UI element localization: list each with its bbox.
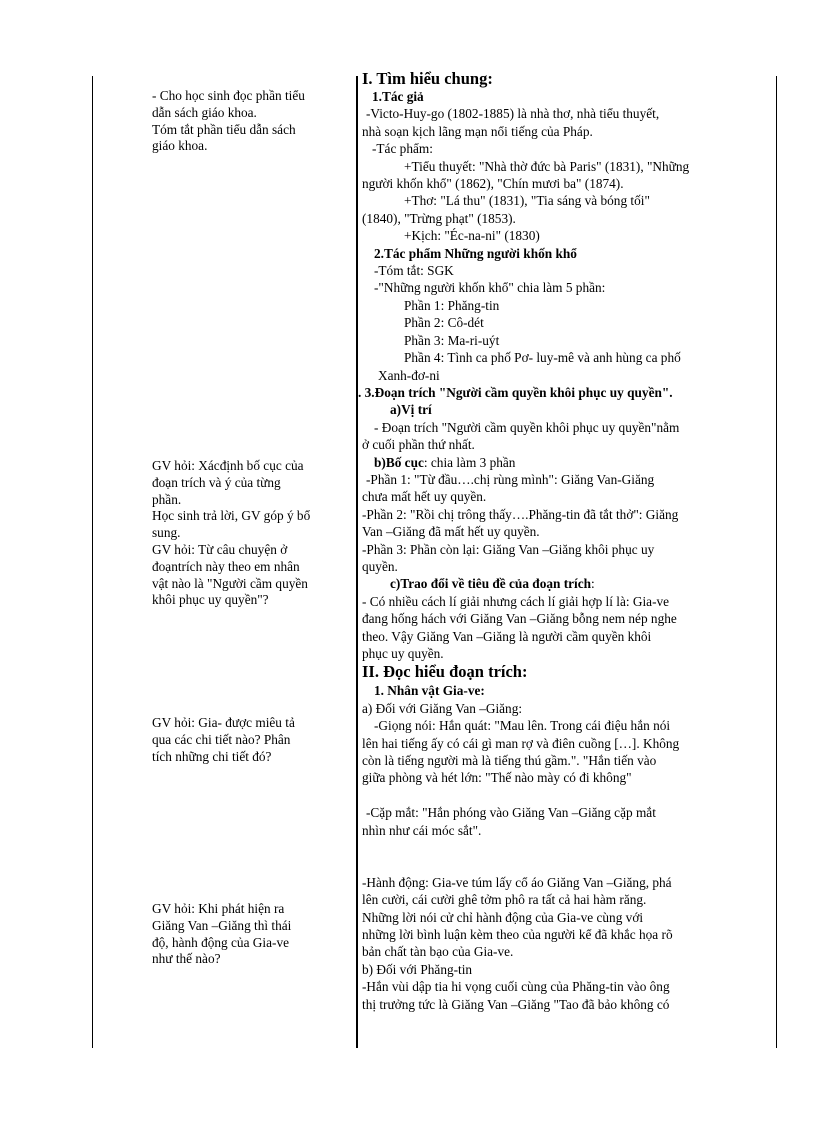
text-line: như thế nào? <box>152 951 221 967</box>
text-line: nhìn như cái móc sắt". <box>362 822 482 838</box>
text-line: - Cho học sinh đọc phần tiểu <box>152 88 305 103</box>
text-line: chưa mất hết uy quyền. <box>362 489 487 505</box>
text-line: - Có nhiều cách lí giải nhưng cách lí giải hợp lí là: Gia-ve <box>362 593 670 609</box>
activity-block-structure <box>152 458 352 609</box>
text-line: độ, hành động của Gia-ve <box>152 934 289 950</box>
activity-block-reaction <box>152 901 352 968</box>
lesson-content-column <box>358 69 760 1013</box>
text-line: -Hành động: Gia-ve túm lấy cổ áo Giăng Van –Giăng, phá <box>362 874 672 890</box>
text-line: nhà soạn kịch lãng mạn nổi tiếng của Pháp. <box>362 123 593 139</box>
text-line: phần. <box>152 491 182 507</box>
text-line: vật nào là "Người cầm quyền <box>152 575 308 591</box>
text-line: người khốn khổ" (1862), "Chín mươi ba" (1874). <box>362 176 624 192</box>
text-line: giữa phòng và hét lớn: "Thế nào mày có đi không" <box>362 770 632 786</box>
activity-block-javert <box>152 715 352 765</box>
subheading-position: a)Vị trí <box>390 402 432 418</box>
subheading-structure: b)Bố cục <box>374 454 424 470</box>
text-line: (1840), "Trừng phạt" (1853). <box>362 210 516 226</box>
spacer <box>362 839 760 874</box>
text-line: đoạntrích này theo em nhân <box>152 558 300 574</box>
text-line: -Giọng nói: Hắn quát: "Mau lên. Trong cái điệu hắn nói <box>374 718 671 734</box>
text-line: Xanh-đơ-ni <box>378 367 440 383</box>
text-line: -Tóm tắt: SGK <box>374 263 454 279</box>
text-line: -Hắn vùi dập tia hi vọng cuối cùng của Phăng-tin vào ông <box>362 979 670 995</box>
spacer <box>362 787 760 804</box>
text-line: lên hai tiếng ấy có cái gì man rợ và điên cuồng […]. Không <box>362 735 680 751</box>
text-line: đoạn trích và ý của từng <box>152 474 281 490</box>
text-line: GV hỏi: Từ câu chuyện ở <box>152 541 288 557</box>
structure-line <box>362 454 760 471</box>
text-line: Phần 2: Cô-dét <box>404 315 484 331</box>
table-border-left <box>92 76 93 1048</box>
text-line: Phần 3: Ma-ri-uýt <box>404 332 500 348</box>
subheading-javert: 1. Nhân vật Gia-ve: <box>374 683 485 699</box>
text-line: -Tác phẩm: <box>372 141 433 157</box>
text-line: tích những chi tiết đó? <box>152 748 272 764</box>
section-heading-2: II. Đọc hiểu đoạn trích: <box>362 662 528 682</box>
text-line: GV hỏi: Gia- được miêu tả <box>152 715 295 730</box>
table-border-middle <box>356 76 358 1048</box>
text-line: những lời bình luận kèm theo của người kể đã khắc họa rõ <box>362 927 673 943</box>
text-line: Tóm tắt phần tiểu dẫn sách <box>152 121 296 137</box>
text-line: Van –Giăng đã mất hết uy quyền. <box>362 524 540 540</box>
activity-block-intro <box>152 88 352 155</box>
text-line: bản chất tàn bạo của Gia-ve. <box>362 944 514 960</box>
text-line: +Thơ: "Lá thu" (1831), "Tia sáng và bóng tối" <box>404 193 650 209</box>
subheading-title-discussion: c)Trao đổi về tiêu đề của đoạn trích <box>390 576 592 592</box>
text-line: a) Đối với Giăng Van –Giăng: <box>362 700 523 716</box>
text-line: còn là tiếng người mà là tiếng thú gầm.". "Hắn tiến vào <box>362 753 657 769</box>
section-heading-1: I. Tìm hiểu chung: <box>362 69 493 88</box>
text-line: đang hống hách với Giăng Van –Giăng bỗng nem nép nghe <box>362 611 677 627</box>
text-line: -Cặp mắt: "Hắn phóng vào Giăng Van –Giăng cặp mắt <box>366 805 656 821</box>
text-line: quyền. <box>362 558 398 574</box>
text-line: khôi phục uy quyền"? <box>152 592 269 608</box>
text-line: -"Những người khốn khổ" chia làm 5 phần: <box>374 280 606 296</box>
text-line: Giăng Van –Giăng thì thái <box>152 917 292 933</box>
table-border-right <box>776 76 777 1048</box>
text-line: phục uy quyền. <box>362 646 444 661</box>
text-line: +Tiểu thuyết: "Nhà thờ đức bà Paris" (1831), "Những <box>404 158 690 174</box>
text-line: Phần 1: Phăng-tin <box>404 297 500 313</box>
subheading-excerpt: . 3.Đoạn trích "Người cầm quyền khôi phục uy quyền". <box>358 384 673 400</box>
text-line: -Phần 2: "Rồi chị trông thấy….Phăng-tin đã tắt thở": Giăng <box>362 506 679 522</box>
subheading-author: 1.Tác giả <box>372 89 424 104</box>
text-line: qua các chi tiết nào? Phân <box>152 731 291 747</box>
text-span: : chia làm 3 phần <box>423 454 516 470</box>
text-line: dẫn sách giáo khoa. <box>152 104 257 120</box>
text-line: -Phần 3: Phần còn lại: Giăng Van –Giăng khôi phục uy <box>362 541 655 557</box>
text-line: thị trưởng tức là Giăng Van –Giăng "Tao đã bảo không có <box>362 996 670 1012</box>
text-line: Học sinh trả lời, GV góp ý bổ <box>152 508 311 524</box>
text-line: GV hỏi: Xácđịnh bố cục của <box>152 458 304 473</box>
text-line: Phần 4: Tình ca phố Pơ- luy-mê và anh hùng ca phố <box>404 350 681 366</box>
text-line: lên cười, cái cười ghê tởm phô ra tất cả hai hàm răng. <box>362 892 647 908</box>
text-line: ở cuối phần thứ nhất. <box>362 437 475 453</box>
text-line: - Đoạn trích "Người cầm quyền khôi phục uy quyền"nằm <box>374 419 680 435</box>
subheading-work: 2.Tác phẩm Những người khốn khổ <box>374 245 577 261</box>
text-line: giáo khoa. <box>152 138 208 154</box>
text-line: +Kịch: "Éc-na-ni" (1830) <box>404 228 540 244</box>
text-line: -Victo-Huy-go (1802-1885) là nhà thơ, nhà tiểu thuyết, <box>366 106 660 122</box>
text-line: theo. Vậy Giăng Van –Giăng là người cầm quyền khôi <box>362 628 652 644</box>
text-span: : <box>591 576 595 592</box>
text-line: sung. <box>152 525 181 541</box>
text-line: -Phần 1: "Từ đầu….chị rùng mình": Giăng Van-Giăng <box>366 471 655 487</box>
text-line: Những lời nói cử chỉ hành động của Gia-ve cùng với <box>362 909 644 925</box>
title-discussion-line <box>362 575 760 592</box>
text-line: b) Đối với Phăng-tin <box>362 961 473 977</box>
text-line: GV hỏi: Khi phát hiện ra <box>152 901 285 916</box>
